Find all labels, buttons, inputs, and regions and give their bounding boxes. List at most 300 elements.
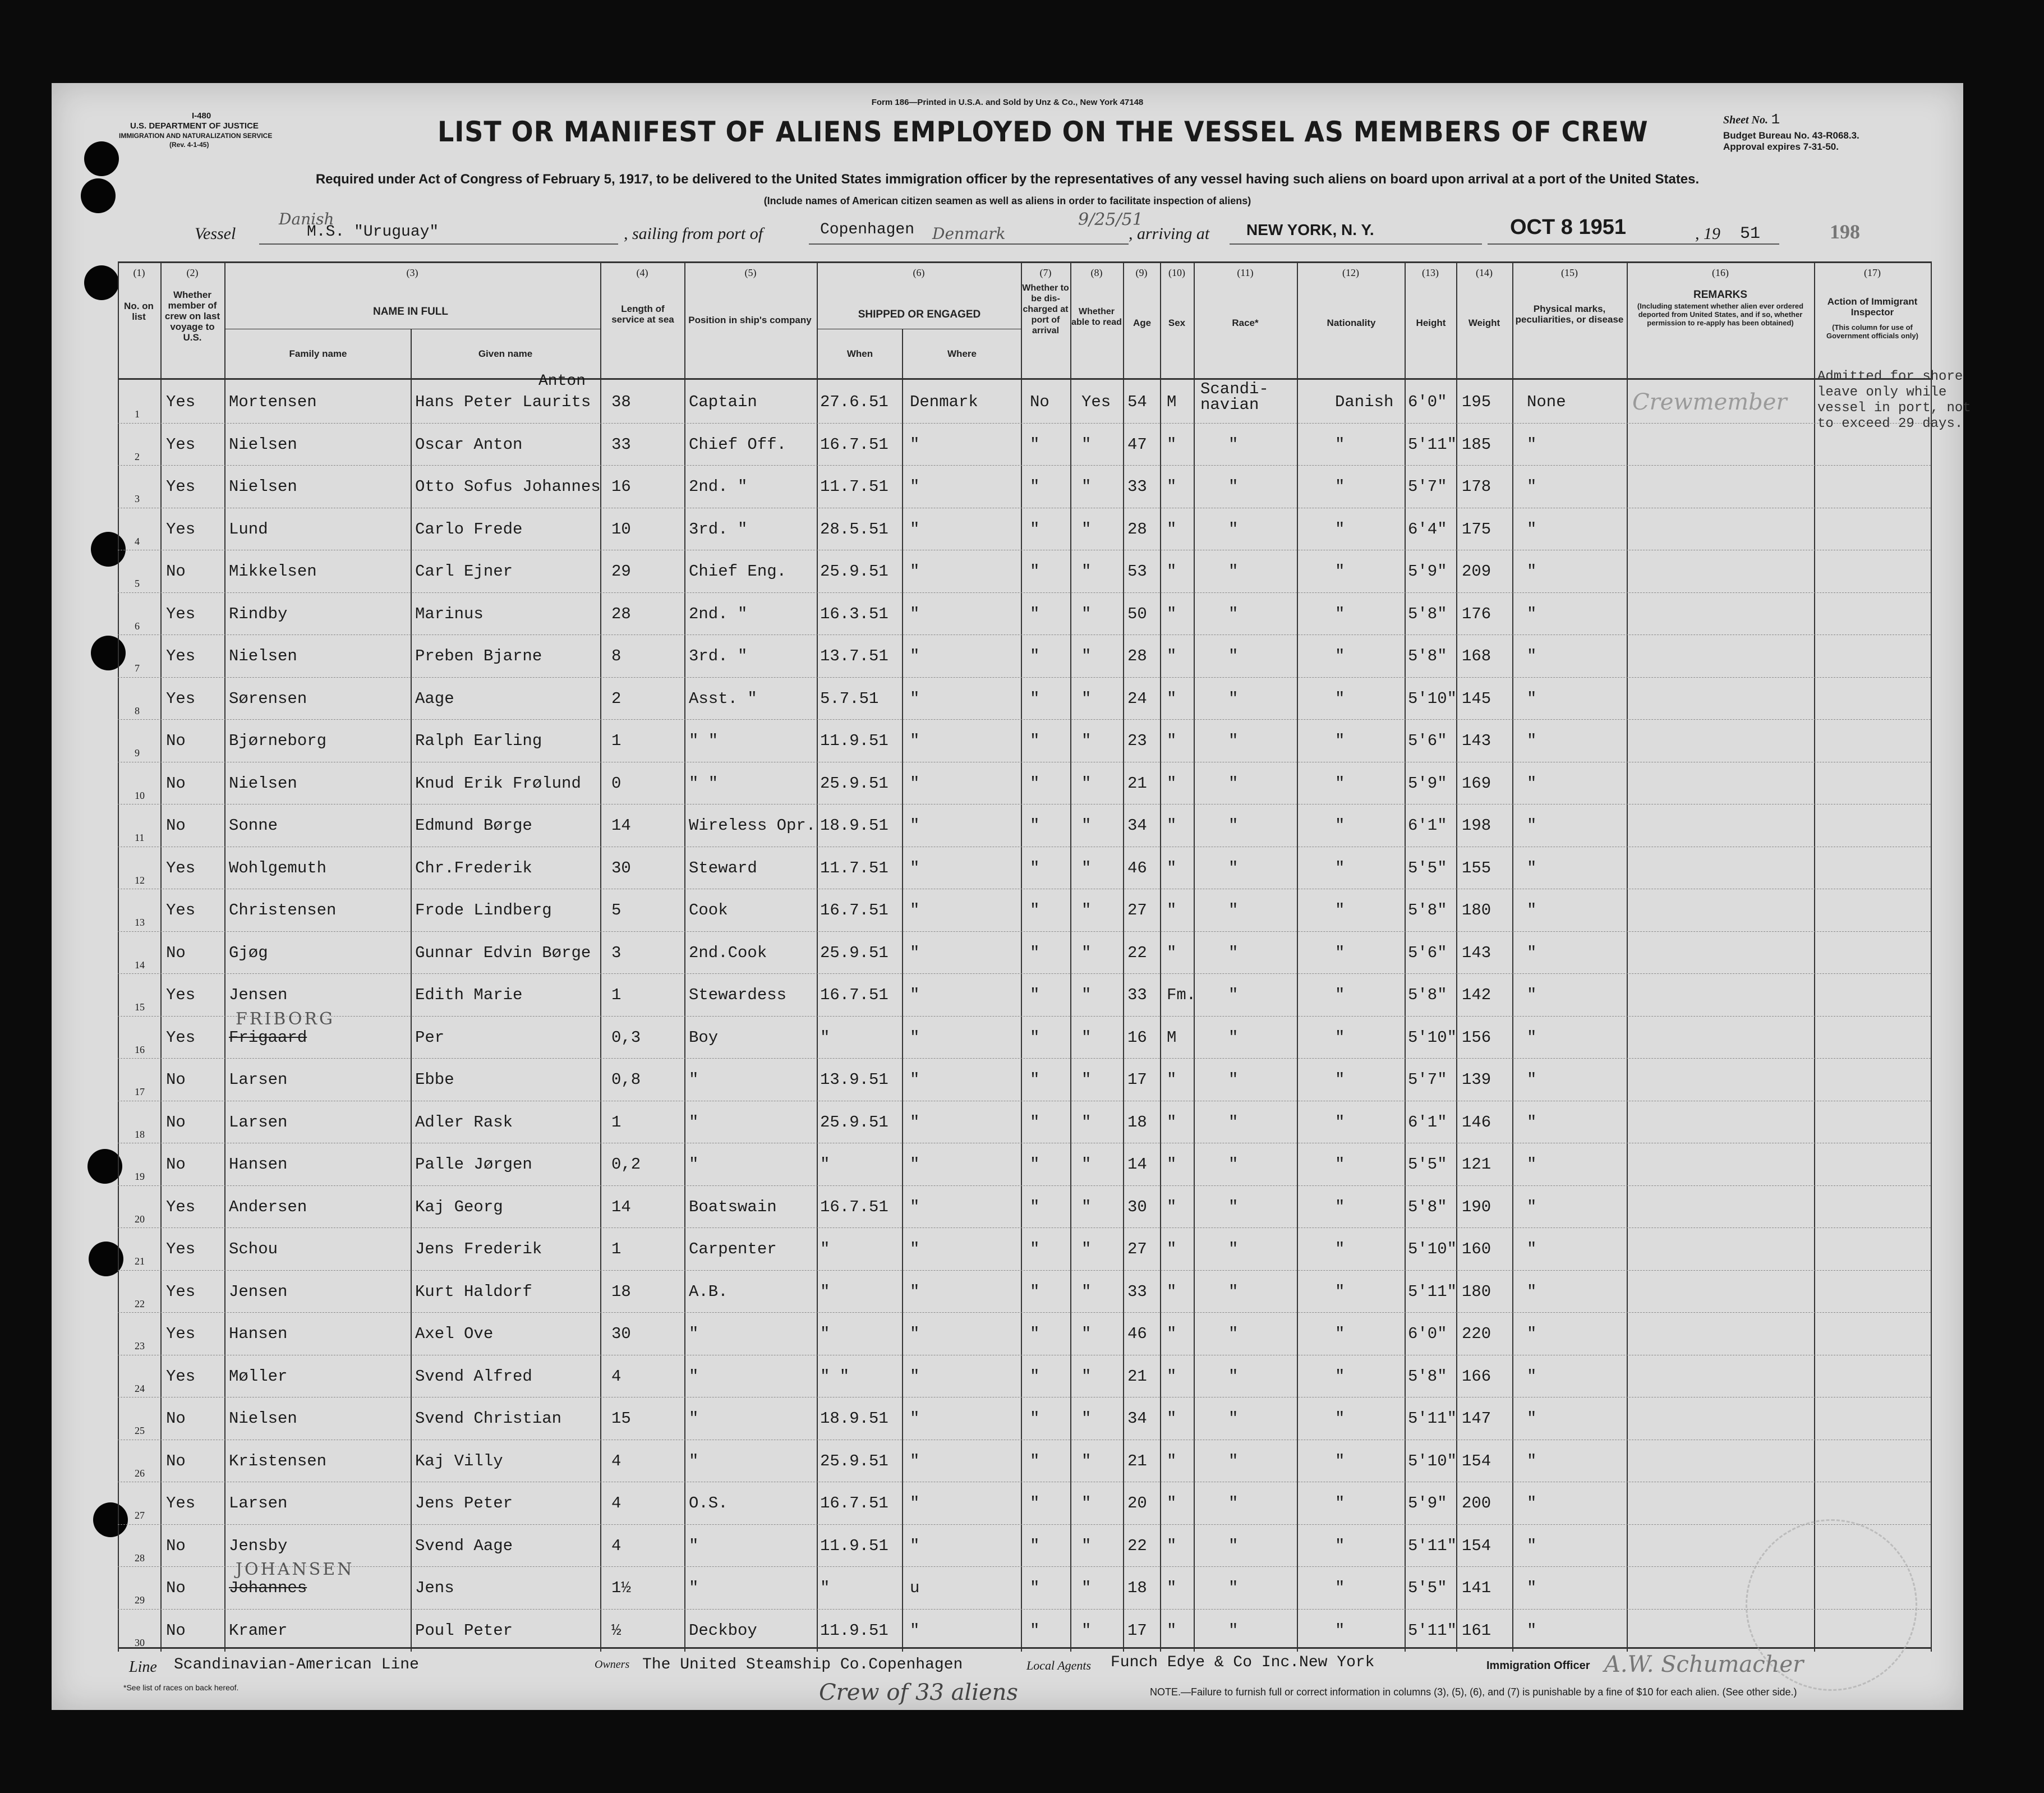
discharged: " [1030, 647, 1040, 665]
shipped-when: " [820, 1282, 830, 1301]
physical-marks: " [1527, 1282, 1537, 1301]
weight: 168 [1462, 647, 1491, 665]
previous-voyage: Yes [166, 393, 196, 411]
position: A.B. [689, 1282, 728, 1301]
sex: " [1167, 1070, 1177, 1089]
physical-marks: " [1527, 1409, 1537, 1428]
races-note: *See list of races on back hereof. [123, 1683, 239, 1692]
previous-voyage: Yes [166, 858, 196, 877]
discharged: " [1030, 604, 1040, 623]
able-read: " [1081, 1282, 1092, 1301]
able-read: " [1081, 435, 1092, 454]
family-name: Nielsen [229, 774, 297, 793]
column-number: (15) [1561, 267, 1578, 278]
family-name: Sørensen [229, 689, 307, 708]
nationality: " [1335, 858, 1345, 877]
year-label: , 19 [1695, 224, 1720, 243]
discharged: " [1030, 1409, 1040, 1428]
header-given-name: Given name [478, 348, 533, 359]
family-name-correction: JOHANSEN [236, 1560, 355, 1579]
shipped-when: " [820, 1240, 830, 1258]
shipped-when: " [820, 1028, 830, 1047]
height: 5'7" [1408, 1070, 1447, 1089]
punch-hole [84, 141, 119, 176]
height: 5'6" [1408, 943, 1447, 962]
physical-marks: " [1527, 1451, 1537, 1470]
shipped-where: " [910, 1197, 920, 1216]
height: 5'11" [1408, 1536, 1457, 1555]
able-read: " [1081, 774, 1092, 793]
family-name: Larsen [229, 1494, 288, 1512]
age: 20 [1127, 1494, 1147, 1512]
row-number: 17 [135, 1086, 145, 1097]
able-read: " [1081, 1070, 1092, 1089]
header-nationality: Nationality [1327, 318, 1376, 328]
position: Cook [689, 901, 728, 920]
race: " [1228, 1494, 1239, 1512]
given-name: Gunnar Edvin Børge [415, 943, 591, 962]
sex: " [1167, 774, 1177, 793]
sex: " [1167, 901, 1177, 920]
previous-voyage: Yes [166, 1240, 196, 1258]
arrival-date-stamp: OCT 8 1951 [1510, 215, 1626, 239]
family-name: Mikkelsen [229, 562, 317, 581]
family-name: Jensby [229, 1536, 288, 1555]
given-name: Hans Peter Laurits [415, 393, 591, 411]
weight: 176 [1462, 604, 1491, 623]
discharged: " [1030, 1112, 1040, 1132]
weight: 166 [1462, 1367, 1491, 1386]
position: 2nd. " [689, 604, 748, 623]
discharged: " [1030, 1028, 1040, 1047]
sex: " [1167, 477, 1177, 496]
shipped-where: " [910, 562, 920, 581]
able-read: " [1081, 519, 1092, 539]
header-family-name: Family name [289, 348, 347, 359]
able-read: " [1081, 901, 1092, 920]
height: 5'10" [1408, 689, 1457, 708]
length-service: 14 [611, 1197, 631, 1216]
sex: " [1167, 1282, 1177, 1301]
age: 54 [1127, 393, 1147, 411]
family-name: Rindby [229, 604, 288, 623]
height: 5'10" [1408, 1240, 1457, 1258]
header-age: Age [1133, 318, 1152, 328]
age: 47 [1127, 435, 1147, 454]
sex: M [1167, 393, 1177, 411]
race: " [1228, 1451, 1239, 1470]
discharged: " [1030, 1579, 1040, 1597]
header-weight: Weight [1468, 318, 1500, 328]
previous-voyage: Yes [166, 519, 196, 539]
header-no: No. on list [124, 301, 154, 322]
position: " [689, 1451, 699, 1470]
position: " [689, 1112, 699, 1132]
previous-voyage: No [166, 816, 186, 835]
column-number: (4) [636, 267, 648, 278]
shipped-when: 27.6.51 [820, 393, 889, 411]
officer-label: Immigration Officer [1486, 1659, 1590, 1672]
weight: 161 [1462, 1621, 1491, 1640]
nationality: " [1335, 562, 1345, 581]
penalty-note: NOTE.—Failure to furnish full or correct information in columns (3), (5), (6), and (7) is punishable by a fine of $10 for each alien. (See other side.) [1150, 1686, 1797, 1698]
sex: " [1167, 647, 1177, 665]
family-name: Jensen [229, 1282, 288, 1301]
sex: " [1167, 816, 1177, 835]
age: 18 [1127, 1112, 1147, 1132]
physical-marks: " [1527, 1579, 1537, 1597]
discharged: " [1030, 477, 1040, 496]
previous-voyage: Yes [166, 1367, 196, 1386]
departure-port: Copenhagen [820, 221, 915, 238]
length-service: 3 [611, 943, 622, 962]
sex: " [1167, 1409, 1177, 1428]
position: Steward [689, 858, 757, 877]
height: 5'9" [1408, 774, 1447, 793]
shipped-when: 25.9.51 [820, 943, 889, 962]
shipped-where: " [910, 816, 920, 835]
position: O.S. [689, 1494, 728, 1512]
family-name: Christensen [229, 901, 337, 920]
family-name: Nielsen [229, 435, 297, 454]
race: " [1228, 1579, 1239, 1597]
discharged: " [1030, 1240, 1040, 1258]
race: " [1228, 732, 1239, 750]
discharged: " [1030, 774, 1040, 793]
race: Scandi-navian [1200, 380, 1269, 414]
height: 6'1" [1408, 1112, 1447, 1132]
height: 5'8" [1408, 986, 1447, 1004]
physical-marks: " [1527, 901, 1537, 920]
owners-value: The United Steamship Co.Copenhagen [642, 1656, 963, 1674]
nationality: " [1335, 1409, 1345, 1428]
shipped-where: " [910, 732, 920, 750]
column-number: (14) [1476, 267, 1493, 278]
height: 5'7" [1408, 477, 1447, 496]
age: 46 [1127, 1325, 1147, 1343]
discharged: " [1030, 1325, 1040, 1343]
weight: 198 [1462, 816, 1491, 835]
age: 17 [1127, 1621, 1147, 1640]
given-name: Carlo Frede [415, 519, 523, 539]
length-service: 2 [611, 689, 622, 708]
sex: " [1167, 943, 1177, 962]
family-name: Hansen [229, 1325, 288, 1343]
able-read: " [1081, 816, 1092, 835]
length-service: 1½ [611, 1579, 631, 1597]
family-name: Nielsen [229, 647, 297, 665]
length-service: 15 [611, 1409, 631, 1428]
footer [118, 1654, 1931, 1704]
weight: 180 [1462, 901, 1491, 920]
agents-label: Local Agents [1026, 1658, 1092, 1672]
sex: " [1167, 732, 1177, 750]
weight: 147 [1462, 1409, 1491, 1428]
given-name: Poul Peter [415, 1621, 513, 1640]
nationality: " [1335, 1451, 1345, 1470]
age: 21 [1127, 774, 1147, 793]
sex: " [1167, 435, 1177, 454]
position: Carpenter [689, 1240, 777, 1258]
physical-marks: " [1527, 435, 1537, 454]
shipped-where: " [910, 943, 920, 962]
physical-marks: " [1527, 604, 1537, 623]
family-name-correction: FRIBORG [236, 1009, 335, 1029]
discharged: " [1030, 1070, 1040, 1089]
length-service: 4 [611, 1494, 622, 1512]
race: " [1228, 1621, 1239, 1640]
shipped-where: " [910, 647, 920, 665]
length-service: 1 [611, 732, 622, 750]
column-number: (9) [1135, 267, 1148, 278]
physical-marks: " [1527, 1325, 1537, 1343]
position: Boatswain [689, 1197, 777, 1216]
discharged: " [1030, 1367, 1040, 1386]
column-number: (12) [1342, 267, 1359, 278]
shipped-when: 25.9.51 [820, 1112, 889, 1132]
row-number: 28 [135, 1552, 145, 1564]
able-read: " [1081, 562, 1092, 581]
age: 16 [1127, 1028, 1147, 1047]
header-discharged: Whether to be dis-charged at port of arrival [1022, 283, 1069, 335]
shipped-where: " [910, 1240, 920, 1258]
sex: " [1167, 1112, 1177, 1132]
weight: 143 [1462, 943, 1491, 962]
height: 6'0" [1408, 393, 1447, 411]
height: 5'11" [1408, 1282, 1457, 1301]
discharged: " [1030, 1494, 1040, 1512]
physical-marks: " [1527, 1028, 1537, 1047]
discharged: " [1030, 816, 1040, 835]
discharged: " [1030, 689, 1040, 708]
weight: 142 [1462, 986, 1491, 1004]
header-remarks-note: (Including statement whether alien ever ordered deported from United States, and if so, whether permission to re-apply has been obtained) [1637, 302, 1804, 327]
discharged: No [1030, 393, 1049, 411]
race: " [1228, 519, 1239, 539]
row-number: 2 [135, 450, 140, 462]
crew-count-note: Crew of 33 aliens [819, 1680, 1018, 1705]
position: Wireless Opr. [689, 816, 816, 835]
race: " [1228, 689, 1239, 708]
header-length-service: Length of service at sea [611, 304, 674, 325]
age: 33 [1127, 1282, 1147, 1301]
given-name: Carl Ejner [415, 562, 513, 581]
weight: 209 [1462, 562, 1491, 581]
given-name: Aage [415, 689, 454, 708]
position: " [689, 1325, 699, 1343]
family-name: Hansen [229, 1155, 288, 1174]
given-name: Palle Jørgen [415, 1155, 532, 1174]
given-name: Jens Frederik [415, 1240, 542, 1258]
previous-voyage: No [166, 1409, 186, 1428]
previous-voyage: Yes [166, 689, 196, 708]
family-name: Sonne [229, 816, 278, 835]
position: " [689, 1070, 699, 1089]
weight: 190 [1462, 1197, 1491, 1216]
given-name: Svend Alfred [415, 1367, 532, 1386]
shipped-when: 13.9.51 [820, 1070, 889, 1089]
shipped-where: " [910, 1494, 920, 1512]
header-physical-marks: Physical marks, peculiarities, or disease [1515, 304, 1624, 325]
previous-voyage: Yes [166, 1494, 196, 1512]
nationality: " [1335, 816, 1345, 835]
physical-marks: " [1527, 774, 1537, 793]
column-number: (13) [1422, 267, 1439, 278]
column-number: (7) [1039, 267, 1052, 278]
weight: 180 [1462, 1282, 1491, 1301]
row-number: 14 [135, 959, 145, 971]
nationality: " [1335, 477, 1345, 496]
weight: 154 [1462, 1536, 1491, 1555]
position: Stewardess [689, 986, 787, 1004]
age: 34 [1127, 1409, 1147, 1428]
given-name: Knud Erik Frølund [415, 774, 581, 793]
able-read: " [1081, 1325, 1092, 1343]
discharged: " [1030, 986, 1040, 1004]
shipped-where: " [910, 1282, 920, 1301]
given-name: Per [415, 1028, 445, 1047]
able-read: " [1081, 858, 1092, 877]
form-code: I-480 [192, 111, 211, 121]
length-service: 0,3 [611, 1028, 641, 1047]
height: 5'5" [1408, 858, 1447, 877]
physical-marks: " [1527, 1240, 1537, 1258]
age: 21 [1127, 1367, 1147, 1386]
height: 5'5" [1408, 1155, 1447, 1174]
given-name: Adler Rask [415, 1112, 513, 1132]
family-name: Wohlgemuth [229, 858, 327, 877]
nationality: " [1335, 901, 1345, 920]
previous-voyage: No [166, 774, 186, 793]
family-name: Gjøg [229, 943, 268, 962]
arriving-label: , arriving at [1129, 224, 1210, 243]
position: " [689, 1579, 699, 1597]
sex: " [1167, 1536, 1177, 1555]
family-name: Johannes [229, 1579, 307, 1597]
column-number: (5) [744, 267, 757, 278]
age: 33 [1127, 477, 1147, 496]
discharged: " [1030, 1536, 1040, 1555]
age: 30 [1127, 1197, 1147, 1216]
given-name: Frode Lindberg [415, 901, 552, 920]
able-read: " [1081, 986, 1092, 1004]
previous-voyage: Yes [166, 901, 196, 920]
given-name: Otto Sofus Johannes [415, 477, 601, 496]
able-read: " [1081, 1240, 1092, 1258]
position: Asst. " [689, 689, 757, 708]
length-service: 30 [611, 858, 631, 877]
length-service: 0 [611, 774, 622, 793]
position: " " [689, 774, 719, 793]
column-number: (8) [1090, 267, 1103, 278]
shipped-where: " [910, 1325, 920, 1343]
previous-voyage: Yes [166, 986, 196, 1004]
able-read: " [1081, 943, 1092, 962]
sex: Fm. [1167, 986, 1196, 1004]
length-service: 33 [611, 435, 631, 454]
height: 5'11" [1408, 435, 1457, 454]
shipped-where: " [910, 986, 920, 1004]
position: Captain [689, 393, 757, 411]
shipped-when: 5.7.51 [820, 689, 879, 708]
height: 5'6" [1408, 732, 1447, 750]
nationality: " [1335, 1325, 1345, 1343]
family-name: Schou [229, 1240, 278, 1258]
previous-voyage: Yes [166, 435, 196, 454]
previous-voyage: No [166, 1155, 186, 1174]
weight: 143 [1462, 732, 1491, 750]
shipped-where: Denmark [910, 393, 978, 411]
previous-voyage: No [166, 1451, 186, 1470]
row-number: 29 [135, 1594, 145, 1606]
position: Chief Eng. [689, 562, 787, 581]
physical-marks: " [1527, 1621, 1537, 1640]
row-number: 8 [135, 705, 140, 716]
length-service: 28 [611, 604, 631, 623]
shipped-when: 11.9.51 [820, 1621, 889, 1640]
shipped-where: " [910, 1536, 920, 1555]
position: 2nd.Cook [689, 943, 767, 962]
nationality: " [1335, 1536, 1345, 1555]
punch-hole [88, 1149, 122, 1184]
shipped-when: " [820, 1155, 830, 1174]
discharged: " [1030, 901, 1040, 920]
family-name: Jensen [229, 986, 288, 1004]
race: " [1228, 1197, 1239, 1216]
physical-marks: " [1527, 1367, 1537, 1386]
age: 24 [1127, 689, 1147, 708]
sheet-label: Sheet No. [1723, 114, 1768, 126]
previous-voyage: No [166, 1579, 186, 1597]
given-name: Jens [415, 1579, 454, 1597]
sex: " [1167, 1325, 1177, 1343]
age: 22 [1127, 1536, 1147, 1555]
age: 22 [1127, 943, 1147, 962]
physical-marks: " [1527, 816, 1537, 835]
race: " [1228, 1028, 1239, 1047]
vessel-nationality-hand: Danish [279, 210, 334, 228]
physical-marks: " [1527, 562, 1537, 581]
given-name: Ralph Earling [415, 732, 542, 750]
header-action-note: (This column for use of Government officials only) [1826, 323, 1918, 340]
length-service: 10 [611, 519, 631, 539]
header-name: NAME IN FULL [372, 306, 449, 318]
able-read: " [1081, 1494, 1092, 1512]
family-name: Nielsen [229, 477, 297, 496]
physical-marks: " [1527, 1197, 1537, 1216]
nationality: " [1335, 435, 1345, 454]
shipped-when: 13.7.51 [820, 647, 889, 665]
age: 28 [1127, 647, 1147, 665]
sailing-label: , sailing from port of [624, 224, 763, 243]
race: " [1228, 1112, 1239, 1132]
race: " [1228, 477, 1239, 496]
shipped-where: " [910, 519, 920, 539]
discharged: " [1030, 1451, 1040, 1470]
discharged: " [1030, 858, 1040, 877]
shipped-where: " [910, 1451, 920, 1470]
given-name: Kurt Haldorf [415, 1282, 532, 1301]
race: " [1228, 604, 1239, 623]
column-number: (6) [913, 267, 925, 278]
header-height: Height [1416, 318, 1446, 328]
nationality: " [1335, 604, 1345, 623]
shipped-when: 16.7.51 [820, 986, 889, 1004]
shipped-when: 18.9.51 [820, 816, 889, 835]
able-read: " [1081, 1579, 1092, 1597]
physical-marks: " [1527, 1155, 1537, 1174]
nationality: " [1335, 986, 1345, 1004]
